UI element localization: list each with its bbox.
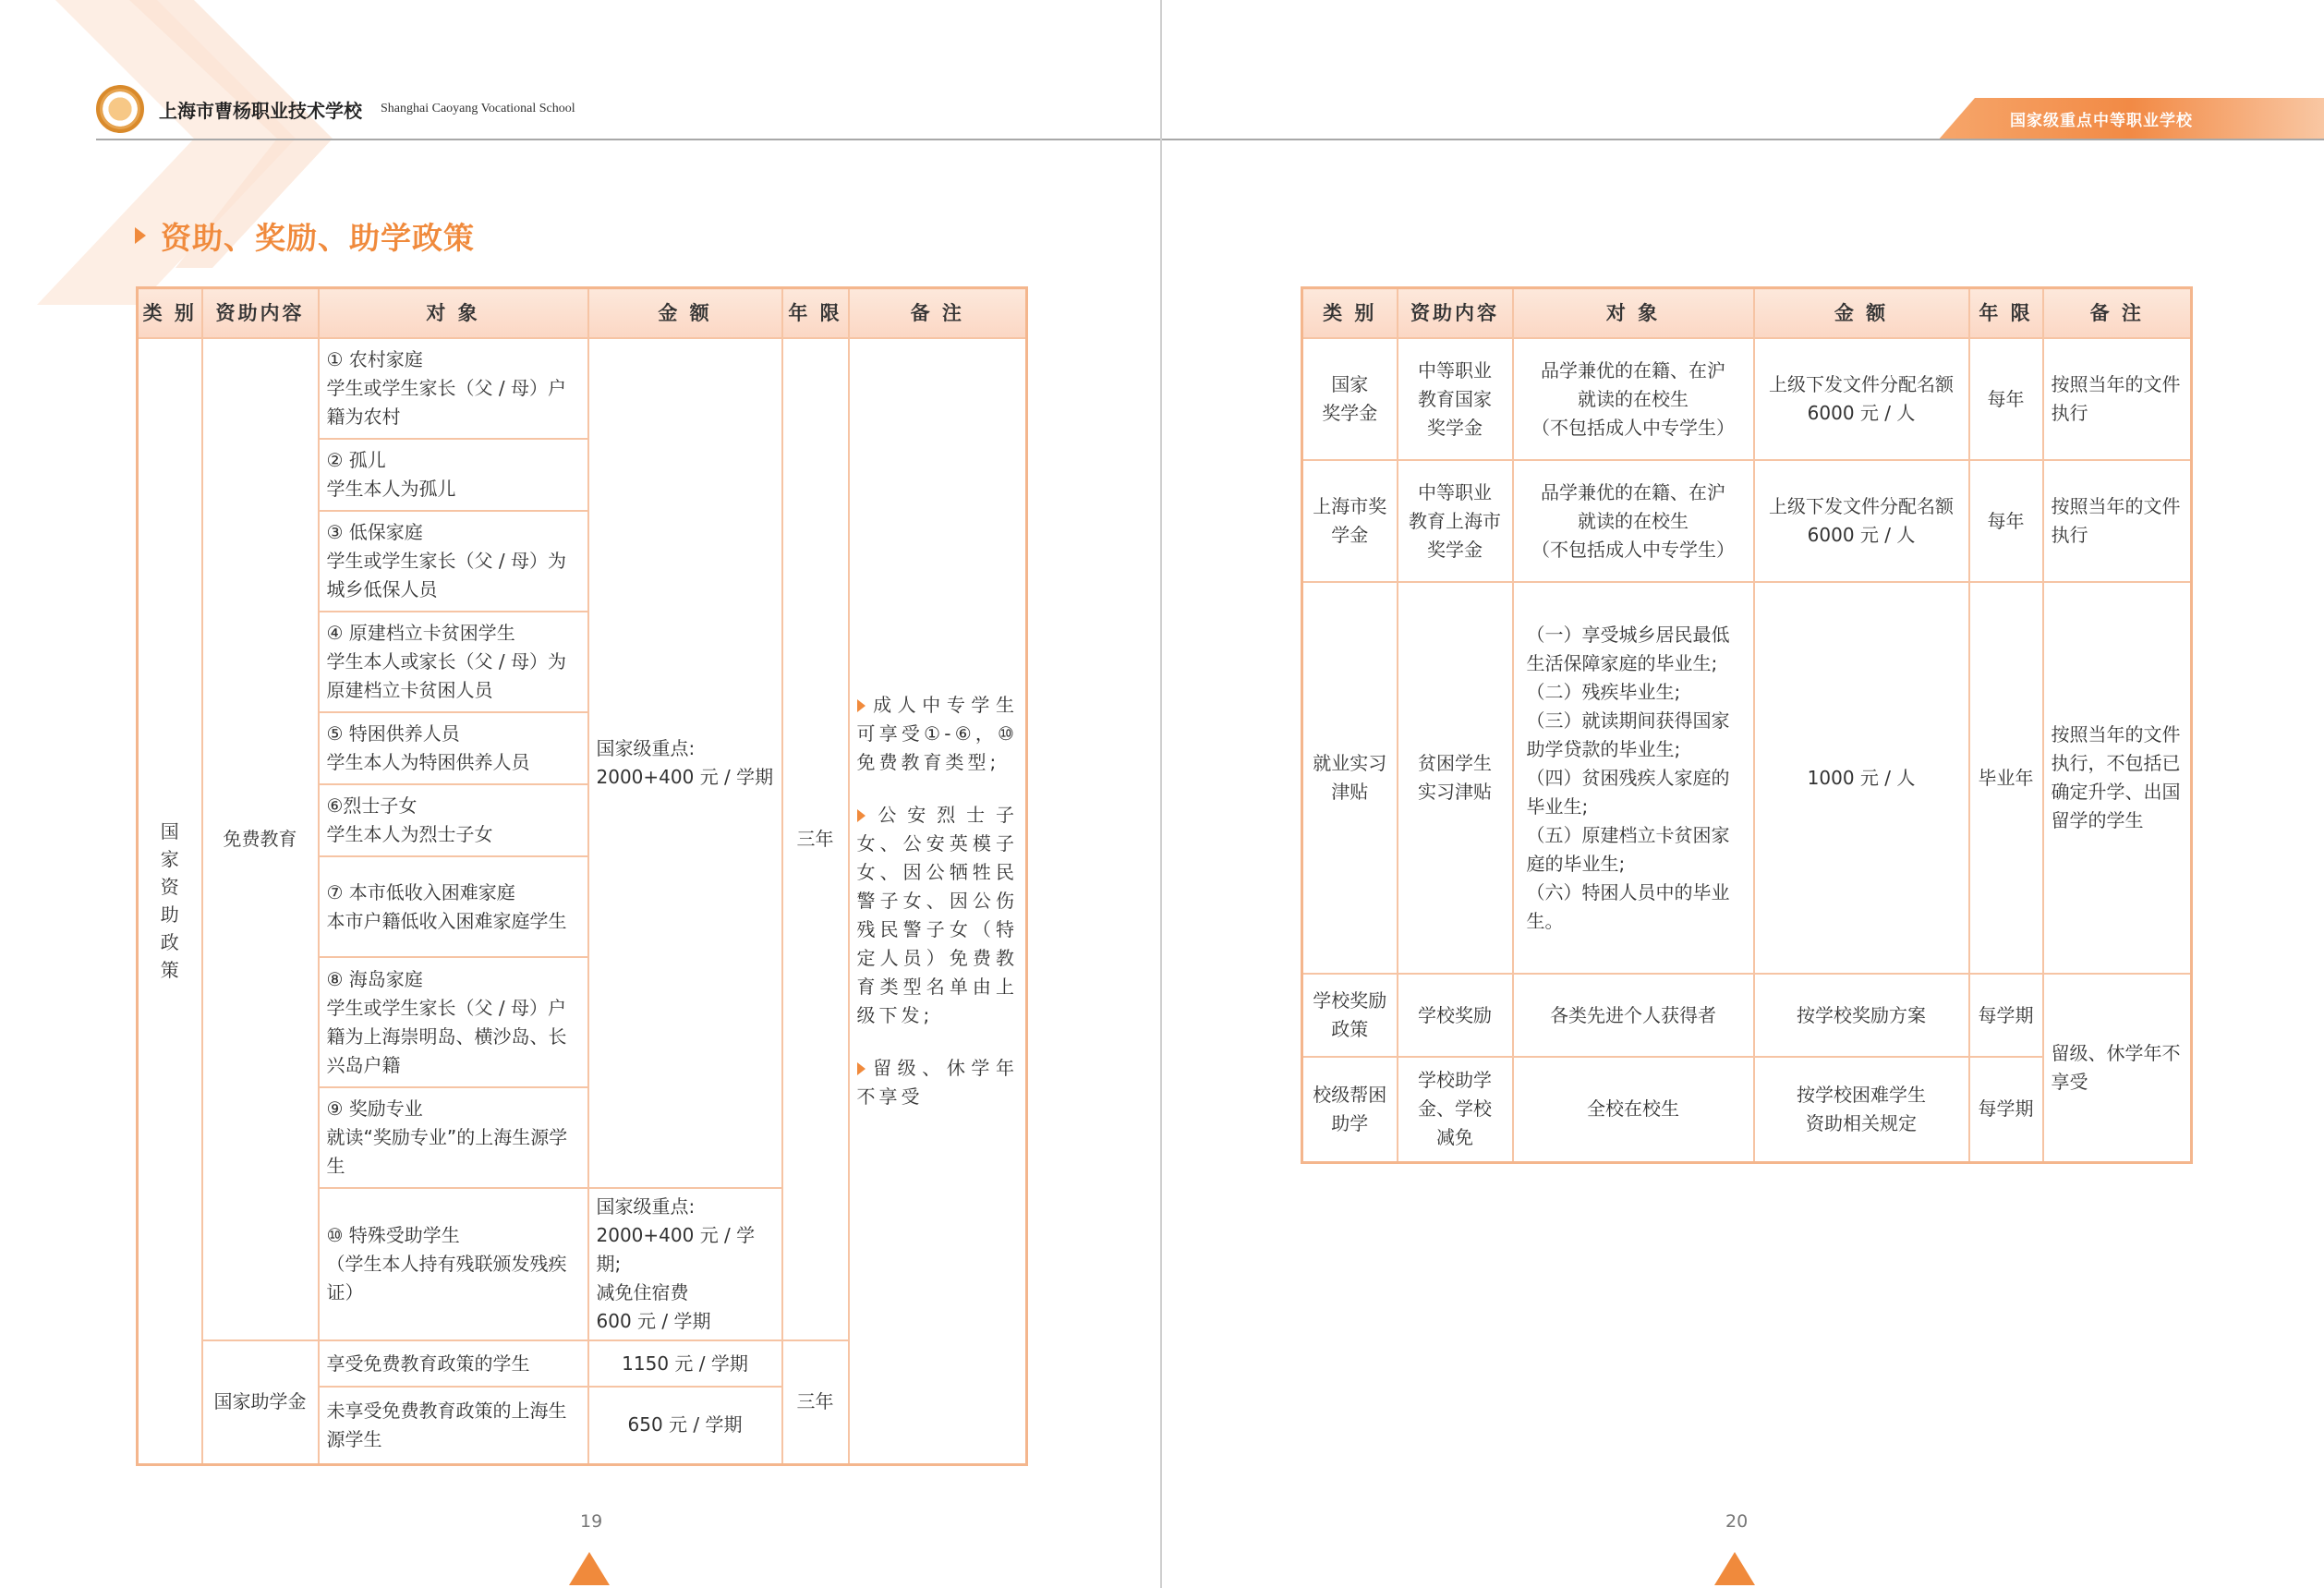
school-name-cn: 上海市曹杨职业技术学校 [159, 100, 362, 122]
note-cell: 按照当年的文件执行，不包括已确定升学、出国留学的学生 [2043, 582, 2192, 974]
years-cell: 每年 [1969, 460, 2043, 582]
note-item: 公安烈士子女、公安英模子女、因公牺牲民警子女、因公伤残民警子女（特定人员）免费教育类型名单由上级下发; [856, 803, 1018, 1026]
note-item: 成人中专学生可享受①-⑥，⑩免费教育类型; [856, 693, 1018, 773]
col-target: 对 象 [1513, 288, 1754, 339]
section-title: 资助、奖励、助学政策 [161, 220, 475, 256]
target-cell: 品学兼优的在籍、在沪 就读的在校生 （不包括成人中专学生） [1513, 338, 1754, 460]
table-row [138, 338, 1027, 439]
note-cell: 按照当年的文件执行 [2043, 338, 2192, 460]
col-content: 资助内容 [1398, 288, 1513, 339]
table-header-row [1302, 288, 2192, 339]
col-category: 类 别 [1302, 288, 1398, 339]
target-cell: ⑦ 本市低收入困难家庭 本市户籍低收入困难家庭学生 [319, 856, 588, 957]
target-cell: ③ 低保家庭 学生或学生家长（父 / 母）为城乡低保人员 [319, 511, 588, 612]
amount-cell: 1000 元 / 人 [1754, 582, 1969, 974]
target-cell: 全校在校生 [1513, 1057, 1754, 1162]
amount-main: 国家级重点: 2000+400 元 / 学期 [588, 338, 782, 1188]
right-policy-table [1301, 286, 2193, 1164]
target-cell: 品学兼优的在籍、在沪 就读的在校生 （不包括成人中专学生） [1513, 460, 1754, 582]
header-rule [96, 139, 1160, 140]
page-number-left: 19 [580, 1511, 603, 1532]
note-item: 留级、休学年不享受 [856, 1056, 1018, 1108]
shared-note-cell: 留级、休学年不享受 [2043, 974, 2192, 1162]
col-notes: 备 注 [849, 288, 1027, 339]
note-arrow-icon [857, 809, 865, 822]
table-header-row [138, 288, 1027, 339]
category-cell: 国家 奖学金 [1302, 338, 1398, 460]
grant-target: 未享受免费教育政策的上海生源学生 [319, 1387, 588, 1464]
table-row [1302, 460, 2192, 582]
amount-cell: 上级下发文件分配名额 6000 元 / 人 [1754, 460, 1969, 582]
table-row [1302, 582, 2192, 974]
header-rule-right [1162, 139, 2324, 140]
target-cell: ① 农村家庭 学生或学生家长（父 / 母）户籍为农村 [319, 338, 588, 439]
category-cell: 学校奖励 政策 [1302, 974, 1398, 1057]
amount-special: 国家级重点: 2000+400 元 / 学期; 减免住宿费 600 元 / 学期 [588, 1188, 782, 1340]
col-amount: 金 额 [1754, 288, 1969, 339]
category-cell: 上海市奖 学金 [1302, 460, 1398, 582]
content-grant: 国家助学金 [202, 1340, 319, 1464]
section-arrow-icon [135, 227, 146, 244]
target-cell: ⑩ 特殊受助学生 （学生本人持有残联颁发残疾证） [319, 1188, 588, 1340]
years-cell: 毕业年 [1969, 582, 2043, 974]
banner-label: 国家级重点中等职业学校 [2010, 112, 2193, 130]
col-notes: 备 注 [2043, 288, 2192, 339]
years-free: 三年 [782, 338, 849, 1340]
note-arrow-icon [857, 1062, 865, 1075]
target-cell: ⑧ 海岛家庭 学生或学生家长（父 / 母）户籍为上海崇明岛、横沙岛、长兴岛户籍 [319, 957, 588, 1087]
grant-target: 享受免费教育政策的学生 [319, 1340, 588, 1387]
grant-amount: 1150 元 / 学期 [588, 1340, 782, 1387]
col-years: 年 限 [1969, 288, 2043, 339]
content-cell: 中等职业 教育上海市 奖学金 [1398, 460, 1513, 582]
note-arrow-icon [857, 699, 865, 712]
target-cell: ⑤ 特困供养人员 学生本人为特困供养人员 [319, 712, 588, 784]
amount-cell: 按学校困难学生 资助相关规定 [1754, 1057, 1969, 1162]
page-fold [1160, 0, 1162, 1588]
left-policy-table [136, 286, 1028, 1466]
years-cell: 每学期 [1969, 1057, 2043, 1162]
table-row [1302, 338, 2192, 460]
notes-cell [849, 338, 1027, 1464]
content-cell: 学校助学 金、学校 减免 [1398, 1057, 1513, 1162]
target-cell: ⑥烈士子女 学生本人为烈士子女 [319, 784, 588, 856]
target-cell: 各类先进个人获得者 [1513, 974, 1754, 1057]
page-number-right: 20 [1725, 1511, 1749, 1532]
content-cell: 学校奖励 [1398, 974, 1513, 1057]
years-cell: 每年 [1969, 338, 2043, 460]
col-category: 类 别 [138, 288, 202, 339]
page-triangle-icon [569, 1552, 610, 1585]
target-cell: ⑨ 奖励专业 就读“奖励专业”的上海生源学生 [319, 1087, 588, 1188]
amount-cell: 按学校奖励方案 [1754, 974, 1969, 1057]
target-cell: （一）享受城乡居民最低生活保障家庭的毕业生; （二）残疾毕业生; （三）就读期间获得国家助学贷款的毕业生; （四）贫困残疾人家庭的毕业生; （五）原建档立卡贫困家庭的毕业生; （六）特困人员中的毕业生。 [1513, 582, 1754, 974]
grant-amount: 650 元 / 学期 [588, 1387, 782, 1464]
content-cell: 贫困学生 实习津贴 [1398, 582, 1513, 974]
page-triangle-icon [1714, 1552, 1755, 1585]
target-cell: ④ 原建档立卡贫困学生 学生本人或家长（父 / 母）为原建档立卡贫困人员 [319, 612, 588, 712]
decorative-chevrons [0, 0, 388, 305]
category-national-aid: 国 家 资 助 政 策 [138, 338, 202, 1464]
content-free-education: 免费教育 [202, 338, 319, 1340]
col-amount: 金 额 [588, 288, 782, 339]
category-cell: 校级帮困 助学 [1302, 1057, 1398, 1162]
amount-cell: 上级下发文件分配名额 6000 元 / 人 [1754, 338, 1969, 460]
school-logo [96, 85, 144, 133]
category-cell: 就业实习 津贴 [1302, 582, 1398, 974]
col-target: 对 象 [319, 288, 588, 339]
school-name-en: Shanghai Caoyang Vocational School [381, 102, 575, 115]
years-cell: 每学期 [1969, 974, 2043, 1057]
target-cell: ② 孤儿 学生本人为孤儿 [319, 439, 588, 511]
table-row [1302, 974, 2192, 1057]
note-cell: 按照当年的文件执行 [2043, 460, 2192, 582]
years-grant: 三年 [782, 1340, 849, 1464]
col-years: 年 限 [782, 288, 849, 339]
col-content: 资助内容 [202, 288, 319, 339]
content-cell: 中等职业 教育国家 奖学金 [1398, 338, 1513, 460]
left-page [0, 0, 1160, 1588]
